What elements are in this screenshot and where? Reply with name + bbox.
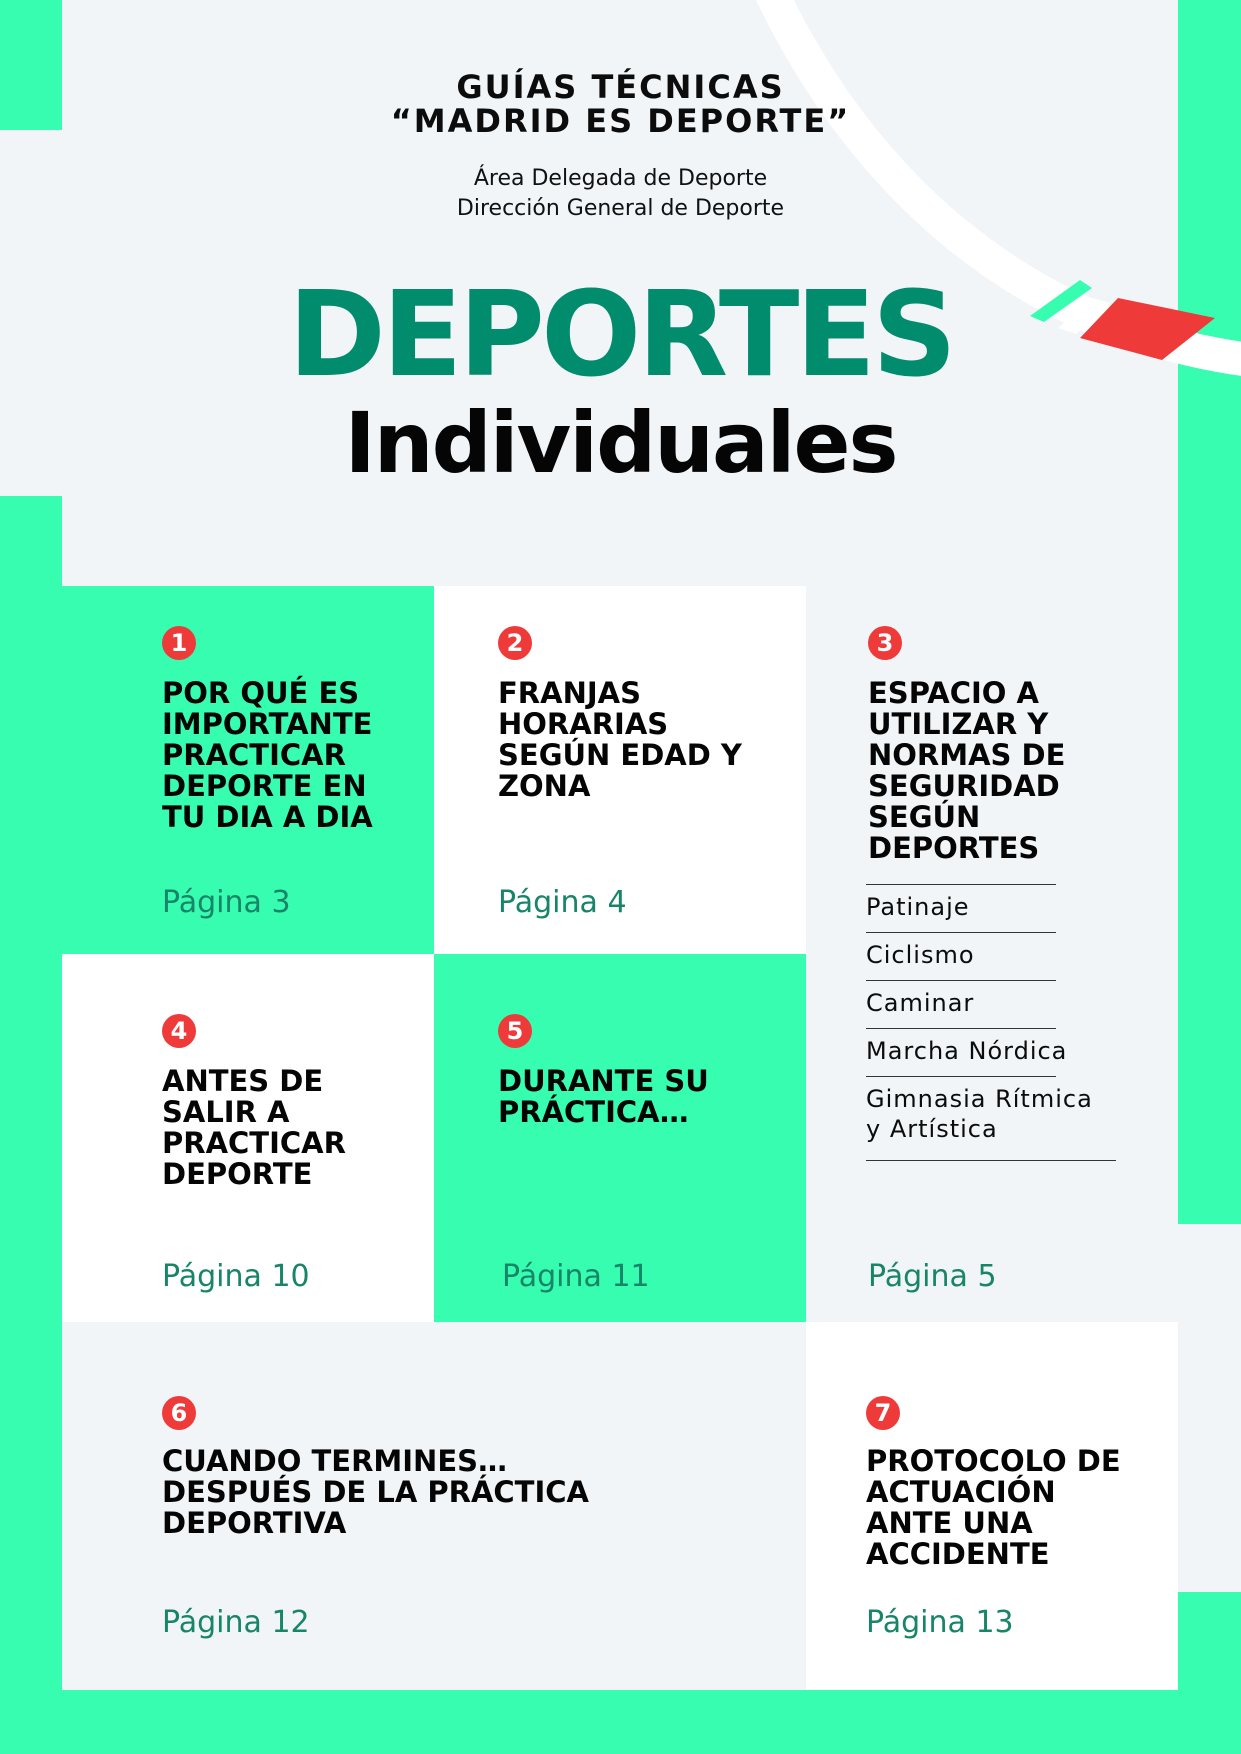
section-page-link[interactable]: Página 5 [868, 1259, 997, 1294]
section-card-5[interactable] [434, 954, 806, 1322]
section-title: CUANDO TERMINES… DESPUÉS DE LA PRÁCTICA DEPORTIVA [162, 1444, 589, 1540]
main-title: DEPORTES [288, 265, 953, 403]
section-number-badge: 5 [498, 1014, 532, 1048]
section-number-badge: 6 [162, 1396, 196, 1430]
section-card-7[interactable] [806, 1322, 1178, 1690]
section-number-badge: 1 [162, 626, 196, 660]
section-number-badge: 7 [866, 1396, 900, 1430]
department-line2: Dirección General de Deporte [456, 196, 785, 221]
section-title: ANTES DE SALIR A PRACTICAR DEPORTE [162, 1064, 346, 1191]
section-card-1[interactable] [62, 586, 434, 954]
section-title: POR QUÉ ES IMPORTANTE PRACTICAR DEPORTE EN TU DIA A DIA [162, 676, 373, 834]
section-title: ESPACIO A UTILIZAR Y NORMAS DE SEGURIDAD SEGÚN DEPORTES [868, 676, 1066, 865]
section-title: FRANJAS HORARIAS SEGÚN EDAD Y ZONA [498, 676, 742, 803]
section-page-link[interactable]: Página 4 [498, 885, 627, 920]
frame-left-bottom [0, 496, 62, 1754]
guide-title-line2: “MADRID ES DEPORTE” [390, 102, 851, 140]
section-page-link[interactable]: Página 13 [866, 1605, 1014, 1640]
section-page-link[interactable]: Página 10 [162, 1259, 310, 1294]
section-card-2[interactable] [434, 586, 806, 954]
sport-item-caminar[interactable]: Caminar [866, 981, 1056, 1029]
sport-item-patinaje[interactable]: Patinaje [866, 884, 1056, 933]
sport-item-marcha-nordica[interactable]: Marcha Nórdica [866, 1029, 1056, 1077]
department-line1: Área Delegada de Deporte [473, 166, 768, 191]
section-card-4[interactable] [62, 954, 434, 1322]
section-page-link[interactable]: Página 12 [162, 1605, 310, 1640]
guide-title-line1: GUÍAS TÉCNICAS [456, 68, 785, 106]
section-number-badge: 3 [868, 626, 902, 660]
section-card-6[interactable] [62, 1322, 806, 1690]
section-number-badge: 2 [498, 626, 532, 660]
sport-item-ciclismo[interactable]: Ciclismo [866, 933, 1056, 981]
sports-list [866, 884, 1093, 1161]
frame-bottom [0, 1690, 1241, 1754]
section-page-link[interactable]: Página 3 [162, 885, 291, 920]
section-number-badge: 4 [162, 1014, 196, 1048]
sport-item-gimnasia[interactable]: Gimnasia Rítmica y Artística [866, 1077, 1116, 1161]
main-subtitle: Individuales [344, 394, 897, 492]
section-page-link[interactable]: Página 11 [502, 1259, 650, 1294]
section-title: DURANTE SU PRÁCTICA… [498, 1064, 709, 1129]
section-title: PROTOCOLO DE ACTUACIÓN ANTE UNA ACCIDENTE [866, 1444, 1121, 1571]
